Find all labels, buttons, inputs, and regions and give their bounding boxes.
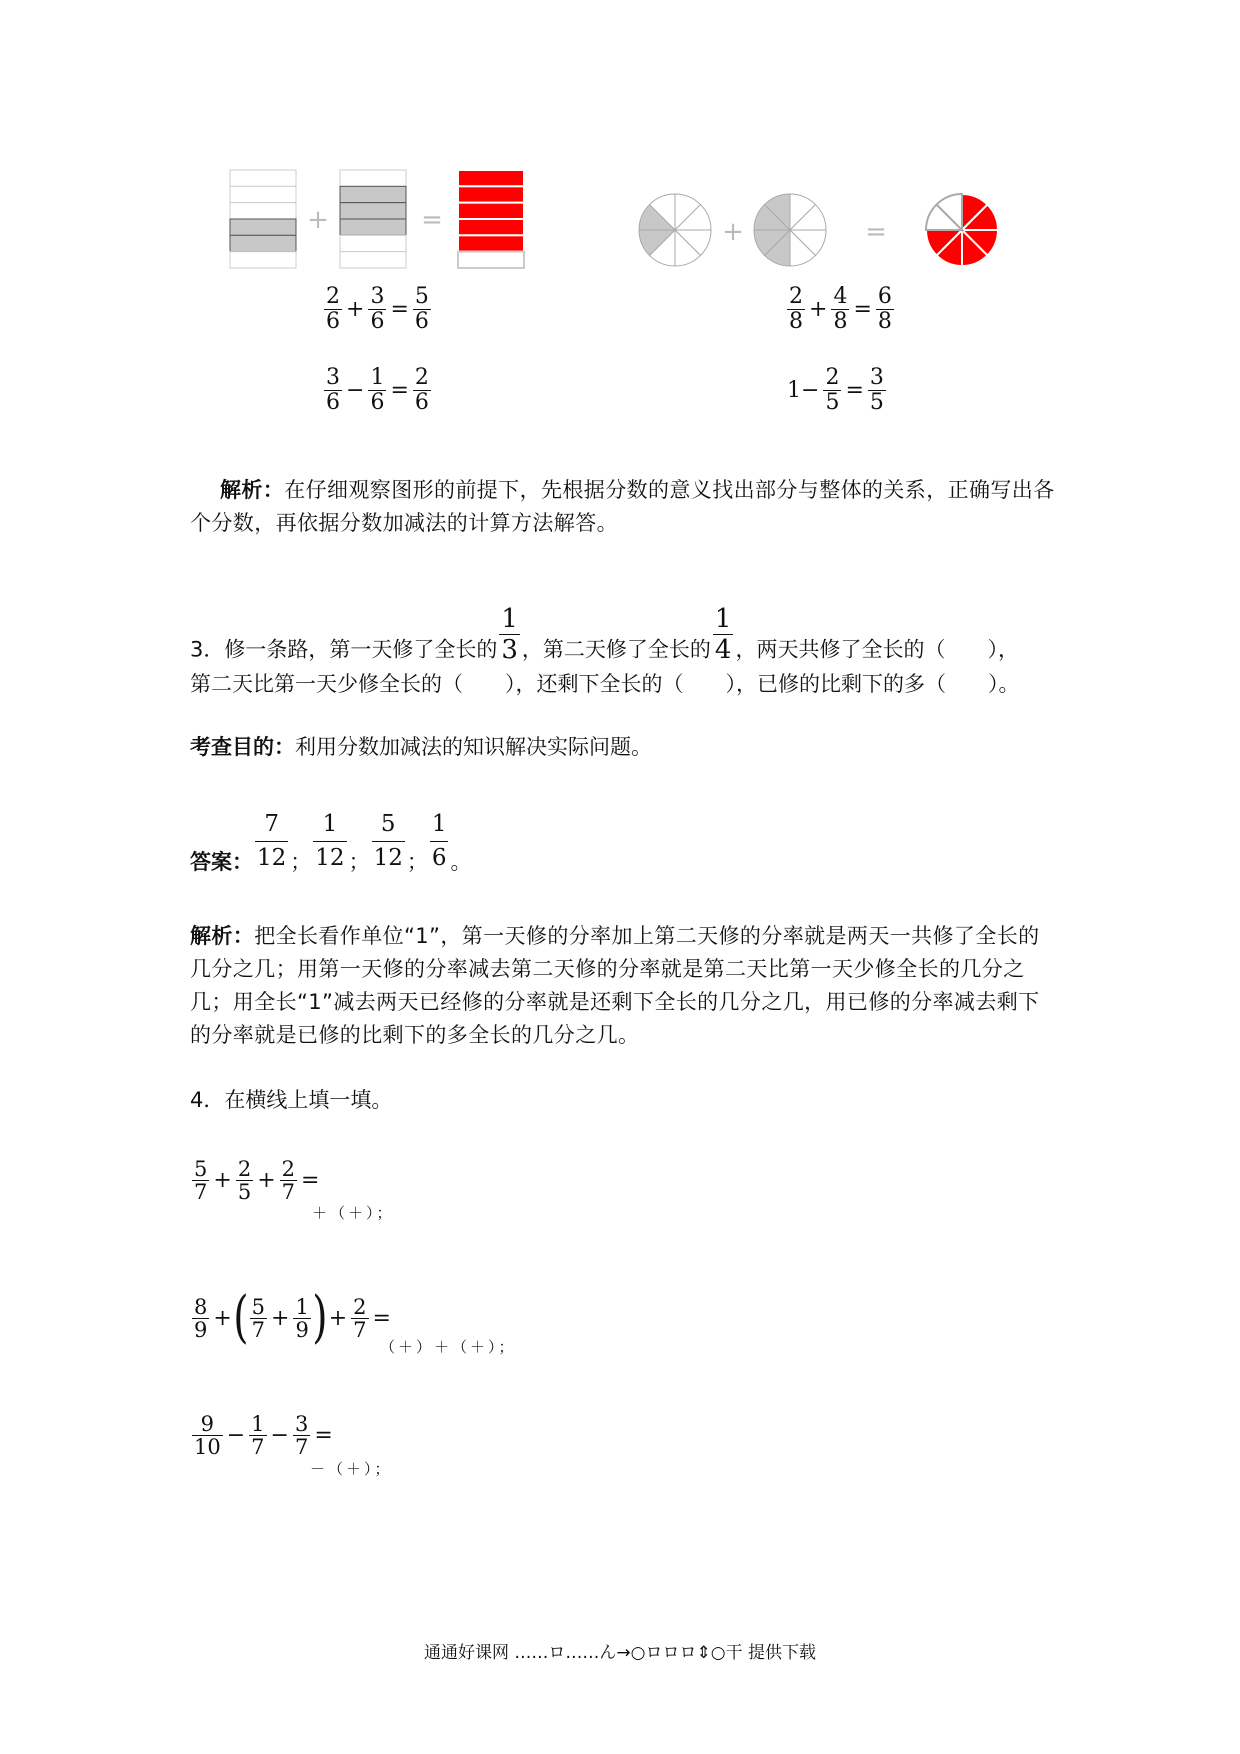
plus-sign-1: +: [307, 205, 329, 235]
analysis-2-label: 解析：: [190, 924, 255, 948]
answer-fraction-4: $\frac{1}{6}$: [431, 811, 447, 871]
question-4-title: 4．在横线上填一填。: [190, 1088, 393, 1112]
circle-3: [926, 194, 998, 266]
question-3-line-2: 第二天比第一天少修全长的（ ），还剩下全长的（ ），已修的比剩下的多（ ）。: [190, 672, 1020, 696]
fraction-one-third: $\frac{1}{3}$: [501, 604, 518, 665]
footer: 通通好课网 ……ロ……ん→○ロロロ⇕○干 提供下载: [424, 1643, 816, 1663]
rectangle-2: [340, 170, 406, 268]
circle-1: [639, 194, 711, 266]
analysis-1-text: 在仔细观察图形的前提下，先根据分数的意义找出部分与整体的关系，正确写出各个分数，再依据分数加减法的计算方法解答。: [190, 478, 1055, 535]
fraction-figures: [220, 160, 1040, 280]
question-3-answer: 答案： $\frac{7}{12}$ ； $\frac{1}{12}$ ； $\frac{5}{12}$ ； $\frac{1}{6}$ 。: [190, 808, 471, 875]
equation-left-1: $\frac{2}{6}$ + $\frac{3}{6}$ = $\frac{5}{6}$: [326, 284, 429, 334]
equals-sign-2: =: [865, 217, 887, 247]
analysis-2: [190, 920, 1060, 1052]
question-4-blank-3: －（＋）；: [310, 1460, 393, 1478]
question-4-expression-3: $\frac{9}{10}$ − $\frac{1}{7}$ − $\frac{3}{7}$ =: [194, 1412, 333, 1459]
answer-fraction-3: $\frac{5}{12}$: [373, 811, 403, 871]
analysis-2-text: 把全长看作单位“1”，第一天修的分率加上第二天修的分率就是两天一共修了全长的几分之几；用第一天修的分率减去第二天修的分率就是第二天比第一天少修全长的几分之几；用全长“1”减去两天已经修的分率就是还剩下全长的几分之几，用已修的分率减去剩下的分率就是已修的比剩下的多全长的几分之几。: [190, 924, 1040, 1047]
question-3-goal: 考查目的：利用分数加减法的知识解决实际问题。: [190, 735, 652, 759]
question-4-blank-2: （＋）＋（＋）；: [380, 1338, 517, 1356]
plus-sign-2: +: [722, 217, 744, 247]
equation-left-2: $\frac{3}{6}$ − $\frac{1}{6}$ = $\frac{2}{6}$: [326, 365, 429, 415]
rectangle-3: [458, 170, 524, 268]
circle-2: [754, 194, 826, 266]
equation-right-2: 1− $\frac{2}{5}$ = $\frac{3}{5}$: [787, 365, 884, 415]
circle-figures: [639, 194, 998, 266]
analysis-1-label: 解析：: [220, 478, 285, 502]
question-4-expression-2: $\frac{8}{9}$ + ( $\frac{5}{7}$ + $\frac{1}{9}$ ) + $\frac{2}{7}$ =: [194, 1285, 391, 1350]
rectangle-figures: [230, 170, 524, 268]
answer-fraction-2: $\frac{1}{12}$: [315, 811, 345, 871]
question-3-line-1: 3．修一条路，第一天修了全长的 $\frac{1}{3}$ ，第二天修了全长的 $\frac{1}{4}$ ，两天共修了全长的（ ），: [190, 604, 1019, 665]
equals-sign-1: =: [421, 205, 443, 235]
rectangle-1: [230, 170, 296, 268]
equation-right-1: $\frac{2}{8}$ + $\frac{4}{8}$ = $\frac{6}{8}$: [789, 284, 892, 334]
analysis-1: [190, 474, 1060, 540]
fraction-one-fourth: $\frac{1}{4}$: [714, 604, 732, 665]
question-4-expression-1: $\frac{5}{7}$ + $\frac{2}{5}$ + $\frac{2}{7}$ =: [194, 1157, 320, 1204]
question-4-blank-1: ＋（＋）；: [312, 1204, 395, 1222]
answer-fraction-1: $\frac{7}{12}$: [257, 811, 287, 871]
